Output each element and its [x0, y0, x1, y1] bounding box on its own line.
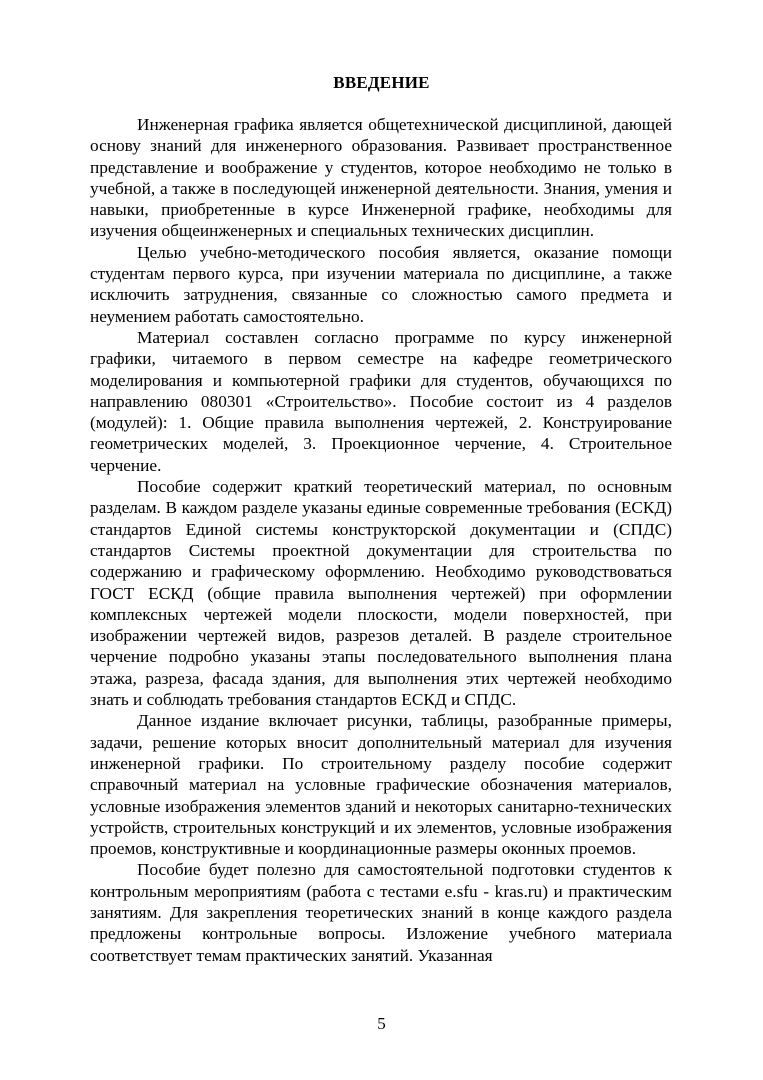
paragraph-2: Целью учебно-методического пособия является, оказание помощи студентам первого курса, при изучении материала по дисциплине, а также исключить затруднения, связанные со сложностью самого предмета и неумением работать самостоятельно. [90, 242, 672, 326]
paragraph-3: Материал составлен согласно программе по курсу инженерной графики, читаемого в первом семестре на кафедре геометрического моделирования и компьютерной графики для студентов, обучающихся по направлению 080301 «Строительство». Пособие состоит из 4 разделов (модулей): 1. Общие правила выполнения чертежей, 2. Конструирование геометрических моделей, 3. Проекционное черчение, 4. Строительное черчение. [90, 327, 672, 475]
paragraph-1: Инженерная графика является общетехнической дисциплиной, дающей основу знаний для инженерного образования. Развивает пространственное представление и воображение у студентов, которое необходимо не только в учебной, а также в последующей инженерной деятельности. Знания, умения и навыки, приобретенные в курсе Инженерной графике, необходимы для изучения общеинженерных и специальных технических дисциплин. [90, 115, 672, 241]
paragraph-4: Пособие содержит краткий теоретический материал, по основным разделам. В каждом разделе указаны единые современные требования (ЕСКД) стандартов Единой системы конструкторской документации и (СПДС) стандартов Системы проектной документации для строительства по содержанию и графическому оформлению. Необходимо руководствоваться ГОСТ ЕСКД (общие правила выполнения чертежей) при оформлении комплексных чертежей модели плоскости, модели поверхностей, при изображении чертежей видов, разрезов деталей. В разделе строительное черчение подробно указаны этапы последовательного выполнения плана этажа, разреза, фасада здания, для выполнения этих чертежей необходимо знать и соблюдать требования стандартов ЕСКД и СПДС. [90, 477, 672, 710]
page-title: ВВЕДЕНИЕ [333, 73, 430, 92]
body-text [90, 114, 672, 966]
paragraph-5: Данное издание включает рисунки, таблицы, разобранные примеры, задачи, решение которых вносит дополнительный материал для изучения инженерной графики. По строительному разделу пособие содержит справочный материал на условные графические обозначения материалов, условные изображения элементов зданий и некоторых санитарно-технических устройств, строительных конструкций и их элементов, условные изображения проемов, конструктивные и координационные размеры оконных проемов. [90, 711, 672, 859]
page-number: 5 [377, 1014, 386, 1033]
paragraph-6: Пособие будет полезно для самостоятельной подготовки студентов к контрольным мероприятиям (работа с тестами e.sfu - kras.ru) и практическим занятиям. Для закрепления теоретических знаний в конце каждого раздела предложены контрольные вопросы. Изложение учебного материала соответствует темам практических занятий. Указанная [90, 860, 672, 965]
